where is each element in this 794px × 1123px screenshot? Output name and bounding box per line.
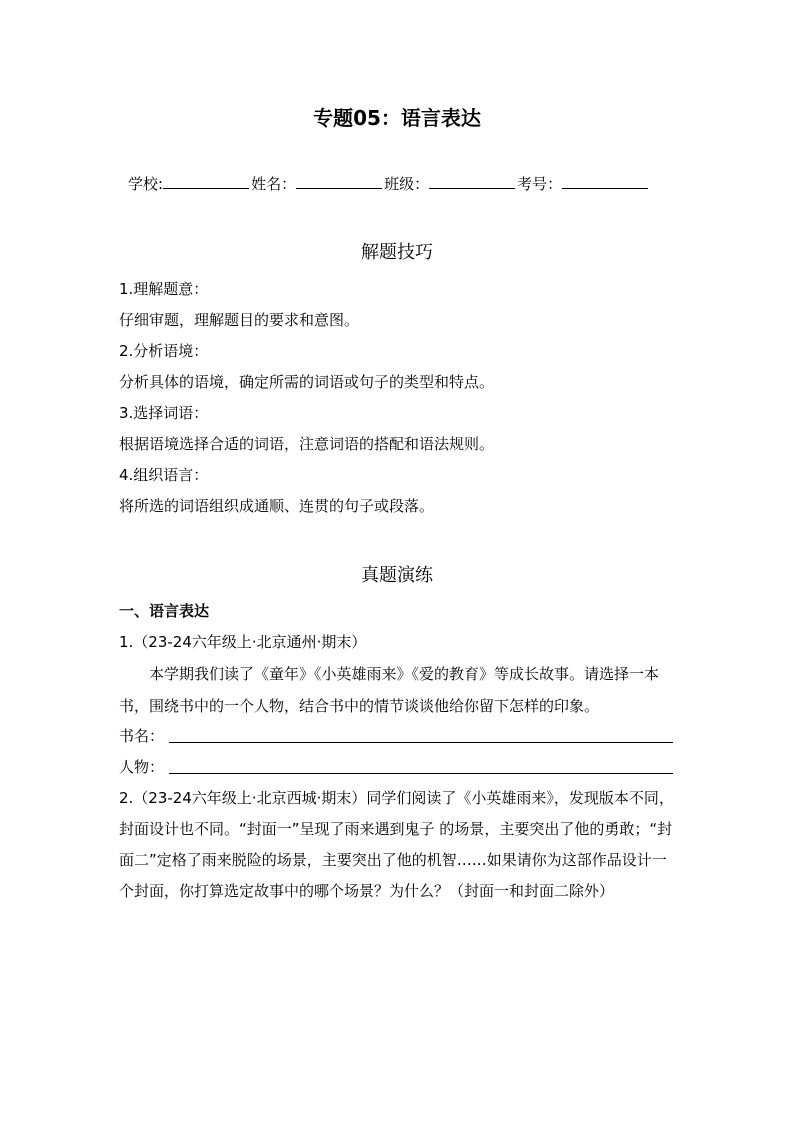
part-title: 一、语言表达: [119, 602, 210, 620]
name-label: 姓名：: [251, 175, 297, 193]
class-blank[interactable]: [429, 172, 515, 189]
tip-2-body: 分析具体的语境，确定所需的词语或句子的类型和特点。: [119, 373, 495, 391]
q1-source: 1.（23-24六年级上·北京通州·期末）: [119, 633, 367, 651]
exam-no-label: 考号：: [517, 175, 563, 193]
tip-4-title: 4.组织语言：: [119, 466, 209, 484]
school-label: 学校:: [128, 175, 164, 193]
name-blank[interactable]: [296, 172, 382, 189]
practice-heading: 真题演练: [361, 565, 433, 586]
student-info-line: [128, 172, 650, 196]
tip-1-title: 1.理解题意：: [119, 280, 209, 298]
book-answer-line[interactable]: [169, 742, 673, 743]
person-answer-line[interactable]: [169, 773, 673, 774]
tip-3-body: 根据语境选择合适的词语，注意词语的搭配和语法规则。: [119, 435, 495, 453]
tip-2-title: 2.分析语境：: [119, 342, 209, 360]
exam-no-blank[interactable]: [562, 172, 648, 189]
class-label: 班级：: [384, 175, 430, 193]
q2-text: 2.（23-24六年级上·北京西城·期末）同学们阅读了《小英雄雨来》，发现版本不同，封面设计也不同。“封面一”呈现了雨来遇到鬼子 的场景，主要突出了他的勇敢；“封面二”定格了雨来脱险的场景，主要突出了他的机智……如果请你为这部作品设计一个封面，你打算选定故事中的哪个场景？为什么？（封面一和封面二除外）: [119, 789, 674, 900]
tip-3-title: 3.选择词语：: [119, 404, 209, 422]
tip-1-body: 仔细审题，理解题目的要求和意图。: [119, 311, 360, 329]
page-title: 专题05：语言表达: [313, 106, 481, 130]
tips-heading: 解题技巧: [361, 242, 433, 263]
tip-4-body: 将所选的词语组织成通顺、连贯的句子或段落。: [119, 497, 435, 515]
book-label: 书名：: [119, 727, 165, 745]
school-blank[interactable]: [163, 172, 249, 189]
q1-text: 本学期我们读了《童年》《小英雄雨来》《爱的教育》等成长故事。请选择一本书，围绕书中的一个人物，结合书中的情节谈谈他给你留下怎样的印象。: [119, 665, 660, 715]
person-label: 人物：: [119, 758, 165, 776]
